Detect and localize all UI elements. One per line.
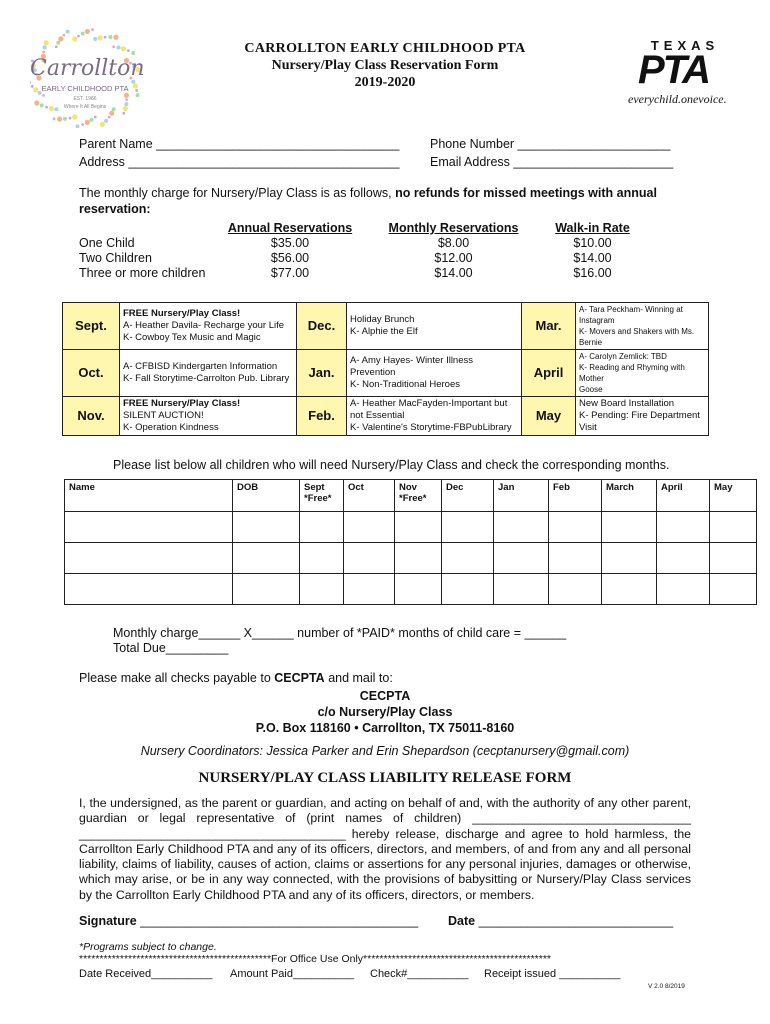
cell[interactable]: [442, 574, 494, 605]
confetti-dot: [108, 35, 112, 39]
pricing-monthly: $14.00: [434, 266, 473, 280]
event-line: SILENT AUCTION!: [123, 410, 204, 421]
release-para-1: I, the undersigned, as the parent or guardian, and acting on behalf of and, with the authority of any other parent, guardian or legal representative of (print names of children) ________________________________: [79, 796, 691, 826]
version: V 2.0 8/2019: [648, 983, 685, 990]
col-label: Sept: [304, 482, 325, 493]
date-received: Date Received__________: [79, 968, 213, 980]
confetti-dot: [121, 46, 126, 51]
event-line: K- Movers and Shakers with Ms. Bernie: [579, 327, 695, 347]
schedule-table: [62, 302, 709, 436]
cell[interactable]: [549, 512, 602, 543]
phone-field[interactable]: Phone Number ______________________: [430, 137, 671, 151]
title-line-2: Nursery/Play Class Reservation Form: [271, 58, 499, 73]
cell[interactable]: [494, 543, 549, 574]
event-cell: [576, 350, 709, 397]
coordinators: Nursery Coordinators: Jessica Parker and Erin Shepardson (cecptanursery@gmail.com): [140, 744, 630, 758]
col-label: March: [606, 482, 634, 493]
event-line: A- Heather MacFayden-Important but: [350, 398, 508, 409]
month-cell: Jan.: [297, 350, 347, 397]
event-line: Prevention: [350, 367, 396, 378]
col-label: Nov: [399, 482, 417, 493]
total-due-line[interactable]: Total Due_________: [113, 641, 229, 655]
logo-pta: PTA: [638, 48, 710, 92]
confetti-dot: [42, 51, 45, 54]
event-cell: [576, 303, 709, 350]
confetti-dot: [81, 32, 85, 36]
event-line: K- Alphie the Elf: [350, 326, 418, 337]
payee: CECPTA: [274, 671, 325, 685]
cell[interactable]: [65, 512, 233, 543]
payment-text: Please make all checks payable to: [79, 671, 275, 685]
confetti-dot: [127, 49, 130, 52]
confetti-dot: [104, 119, 108, 123]
confetti-dot: [77, 35, 80, 38]
monthly-header: Monthly Reservations: [388, 221, 519, 235]
title-line-3: 2019-2020: [354, 75, 416, 90]
pricing-monthly: $8.00: [437, 236, 470, 250]
confetti-dot: [72, 114, 77, 119]
cell[interactable]: [300, 543, 344, 574]
schedule-row: [63, 397, 709, 436]
confetti-dot: [93, 37, 97, 41]
parent-name-field[interactable]: Parent Name ___________________________________: [79, 137, 400, 151]
cell[interactable]: [602, 512, 657, 543]
logo-tag: Where It All Begins: [63, 104, 107, 110]
event-line: A- Amy Hayes- Winter Illness: [350, 355, 473, 366]
confetti-dot: [85, 29, 90, 34]
confetti-dot: [43, 45, 47, 49]
texas-pta-logo: [620, 38, 745, 113]
amount-paid: Amount Paid__________: [230, 968, 355, 980]
intro-bold: no refunds for missed meetings with annual reservation:: [79, 186, 657, 216]
cell[interactable]: [395, 543, 442, 574]
payment-text-2: and mail to:: [324, 671, 393, 685]
cell[interactable]: [395, 512, 442, 543]
col-label: April: [661, 482, 683, 493]
event-line: Goose: [579, 385, 603, 394]
pricing-label: One Child: [79, 236, 135, 250]
logo-sub: EARLY CHILDHOOD PTA: [41, 84, 129, 93]
col-april: [657, 480, 710, 512]
release-body: [79, 796, 691, 903]
cell[interactable]: [494, 574, 549, 605]
col-sept: [300, 480, 344, 512]
pricing-walkin: $14.00: [573, 251, 612, 265]
event-line: Holiday Brunch: [350, 314, 415, 325]
pricing-monthly: $12.00: [434, 251, 473, 265]
event-line: FREE Nursery/Play Class!: [123, 398, 241, 409]
month-cell: Dec.: [297, 303, 347, 350]
check-number: Check#__________: [370, 968, 469, 980]
intro-text: The monthly charge for Nursery/Play Class is as follows,: [79, 186, 396, 200]
pricing-walkin: $10.00: [573, 236, 612, 250]
office-use-banner: ***********************************************For Office Use Only**********************************************: [79, 953, 552, 965]
event-line: K- Fall Storytime-Carrolton Pub. Library: [123, 373, 290, 384]
event-cell: [576, 397, 709, 436]
release-title: NURSERY/PLAY CLASS LIABILITY RELEASE FORM: [198, 770, 572, 786]
col-name: [65, 480, 233, 512]
col-label: DOB: [237, 482, 259, 493]
confetti-dot: [56, 41, 60, 45]
schedule-row: [63, 303, 709, 350]
pricing-annual: $56.00: [270, 251, 310, 265]
annual-header: Annual Reservations: [227, 221, 353, 235]
confetti-dot: [57, 116, 62, 121]
month-cell: Nov.: [63, 397, 120, 436]
payment-instruction: [79, 671, 393, 685]
pricing-label: Three or more children: [79, 266, 206, 280]
receipt-issued: Receipt issued __________: [484, 968, 621, 980]
cell[interactable]: [657, 574, 710, 605]
date-row: [448, 914, 673, 928]
event-line: A- CFBISD Kindergarten Information: [123, 361, 278, 372]
col-feb: [549, 480, 602, 512]
confetti-dot: [90, 118, 94, 122]
date-field[interactable]: ____________________________: [478, 914, 674, 928]
event-cell: [120, 350, 297, 397]
cell[interactable]: [233, 543, 300, 574]
cell[interactable]: [602, 543, 657, 574]
confetti-dot: [113, 35, 118, 40]
event-line: New Board Installation: [579, 398, 675, 409]
cell[interactable]: [442, 512, 494, 543]
children-instruction: Please list below all children who will need Nursery/Play Class and check the corresponding months.: [113, 458, 670, 472]
cell[interactable]: [657, 543, 710, 574]
child-row: [65, 512, 757, 543]
monthly-charge-line[interactable]: Monthly charge______ X______ number of *PAID* months of child care = ______: [113, 626, 567, 640]
event-line: A- Tara Peckham- Winning at Instagram: [579, 305, 683, 325]
cell[interactable]: [300, 512, 344, 543]
event-line: K- Operation Kindness: [123, 422, 219, 433]
col-sublabel: *Free*: [399, 493, 427, 504]
email-field[interactable]: Email Address _______________________: [430, 155, 674, 169]
cell[interactable]: [710, 543, 757, 574]
pricing-label: Two Children: [79, 251, 152, 265]
event-line: K- Pending: Fire Department Visit: [579, 410, 700, 433]
mail-address-3: P.O. Box 118160 • Carrollton, TX 75011-8160: [255, 721, 515, 735]
event-line: not Essential: [350, 410, 405, 421]
confetti-dot: [91, 28, 94, 31]
event-line: K- Reading and Rhyming with Mother: [579, 363, 685, 383]
col-label: Oct: [348, 482, 364, 493]
confetti-dot: [94, 116, 97, 119]
col-label: Feb: [553, 482, 570, 493]
logo-name: Carrollton: [30, 56, 145, 81]
confetti-dot: [104, 36, 107, 39]
confetti-dot: [69, 117, 72, 120]
confetti-dot: [131, 51, 135, 55]
confetti-dot: [53, 117, 56, 120]
confetti-dot: [72, 36, 77, 41]
event-line: K- Non-Traditional Heroes: [350, 379, 460, 390]
cell[interactable]: [710, 574, 757, 605]
date-label: Date: [448, 914, 476, 928]
col-jan: [494, 480, 549, 512]
confetti-dot: [44, 40, 49, 45]
child-row: [65, 574, 757, 605]
confetti-dot: [109, 111, 114, 116]
confetti-dot: [100, 122, 105, 127]
col-label: Name: [69, 482, 95, 493]
month-cell: Oct.: [63, 350, 120, 397]
event-cell: [347, 350, 522, 397]
confetti-dot: [63, 34, 66, 37]
event-cell: [120, 397, 297, 436]
address-field[interactable]: Address _______________________________________: [79, 155, 400, 169]
mail-address-2: c/o Nursery/Play Class: [317, 705, 453, 719]
col-label: May: [714, 482, 733, 493]
carrollton-logo: [30, 28, 145, 128]
cell[interactable]: [344, 574, 395, 605]
confetti-dot: [97, 35, 102, 40]
confetti-dot: [117, 45, 121, 49]
event-line: A- Carolyn Zemlick: TBD: [579, 352, 667, 361]
col-dob: [233, 480, 300, 512]
mail-address-1: CECPTA: [359, 689, 411, 703]
logo-tagline: everychild.onevoice.: [628, 92, 727, 106]
cell[interactable]: [549, 543, 602, 574]
col-march: [602, 480, 657, 512]
col-nov: [395, 480, 442, 512]
child-row: [65, 543, 757, 574]
cell[interactable]: [300, 574, 344, 605]
month-cell: April: [522, 350, 576, 397]
event-line: K- Valentine's Storytime-FBPubLibrary: [350, 422, 512, 433]
col-dec: [442, 480, 494, 512]
month-cell: Mar.: [522, 303, 576, 350]
confetti-dot: [75, 124, 79, 128]
cell[interactable]: [233, 574, 300, 605]
logo-texas: TEXAS: [650, 38, 720, 53]
event-line: K- Cowboy Tex Music and Magic: [123, 332, 261, 343]
col-oct: [344, 480, 395, 512]
logo-est: EST. 1966: [73, 96, 97, 102]
cell[interactable]: [395, 574, 442, 605]
confetti-dot: [58, 36, 63, 41]
signature-field[interactable]: ________________________________________: [140, 914, 419, 928]
event-line: A- Heather Davila- Recharge your Life: [123, 320, 285, 331]
cell[interactable]: [442, 543, 494, 574]
children-table: [64, 479, 757, 605]
release-para-2: _______________________________________ hereby release, discharge and agree to hold harmless, the Carrollton Early Childhood PTA and any of its officers, directors, and members, of and from any and all personal liability, claims of liability, causes of action, claims or assertions for any personal injuries, damages or otherwise, which may arise, or be in any way connected, with the provisions of babysitting or Nursery/Play Class services by the Carrollton Early Childhood PTA and any of its officers, directors, or members.: [79, 826, 691, 902]
cell[interactable]: [344, 543, 395, 574]
cell[interactable]: [657, 512, 710, 543]
month-cell: May: [522, 397, 576, 436]
event-cell: [120, 303, 297, 350]
confetti-dot: [66, 30, 70, 34]
cell[interactable]: [710, 512, 757, 543]
pricing-annual: $77.00: [270, 266, 310, 280]
col-sublabel: *Free*: [304, 493, 332, 504]
schedule-row: [63, 350, 709, 397]
event-cell: [347, 303, 522, 350]
cell[interactable]: [65, 543, 233, 574]
confetti-dot: [55, 45, 58, 48]
cell[interactable]: [602, 574, 657, 605]
cell[interactable]: [233, 512, 300, 543]
cell[interactable]: [65, 574, 233, 605]
form-title: [200, 40, 570, 91]
event-cell: [347, 397, 522, 436]
confetti-dot: [85, 120, 90, 125]
title-line-1: CARROLLTON EARLY CHILDHOOD PTA: [244, 41, 526, 56]
month-cell: Sept.: [63, 303, 120, 350]
confetti-dot: [122, 112, 125, 115]
signature-row: [79, 914, 418, 928]
pricing-annual: $35.00: [270, 236, 310, 250]
cell[interactable]: [344, 512, 395, 543]
programs-note: *Programs subject to change.: [79, 941, 217, 953]
cell[interactable]: [549, 574, 602, 605]
col-label: Dec: [446, 482, 464, 493]
confetti-dot: [108, 116, 111, 119]
confetti-dot: [63, 117, 67, 121]
cell[interactable]: [494, 512, 549, 543]
signature-label: Signature: [79, 914, 137, 928]
col-label: Jan: [498, 482, 515, 493]
event-line: FREE Nursery/Play Class!: [123, 308, 241, 319]
pricing-walkin: $16.00: [573, 266, 612, 280]
confetti-dot: [81, 123, 84, 126]
col-may: [710, 480, 757, 512]
pricing-intro: [79, 185, 689, 217]
children-header-row: [65, 480, 757, 512]
confetti-dot: [112, 45, 115, 48]
month-cell: Feb.: [297, 397, 347, 436]
walkin-header: Walk-in Rate: [555, 221, 630, 235]
